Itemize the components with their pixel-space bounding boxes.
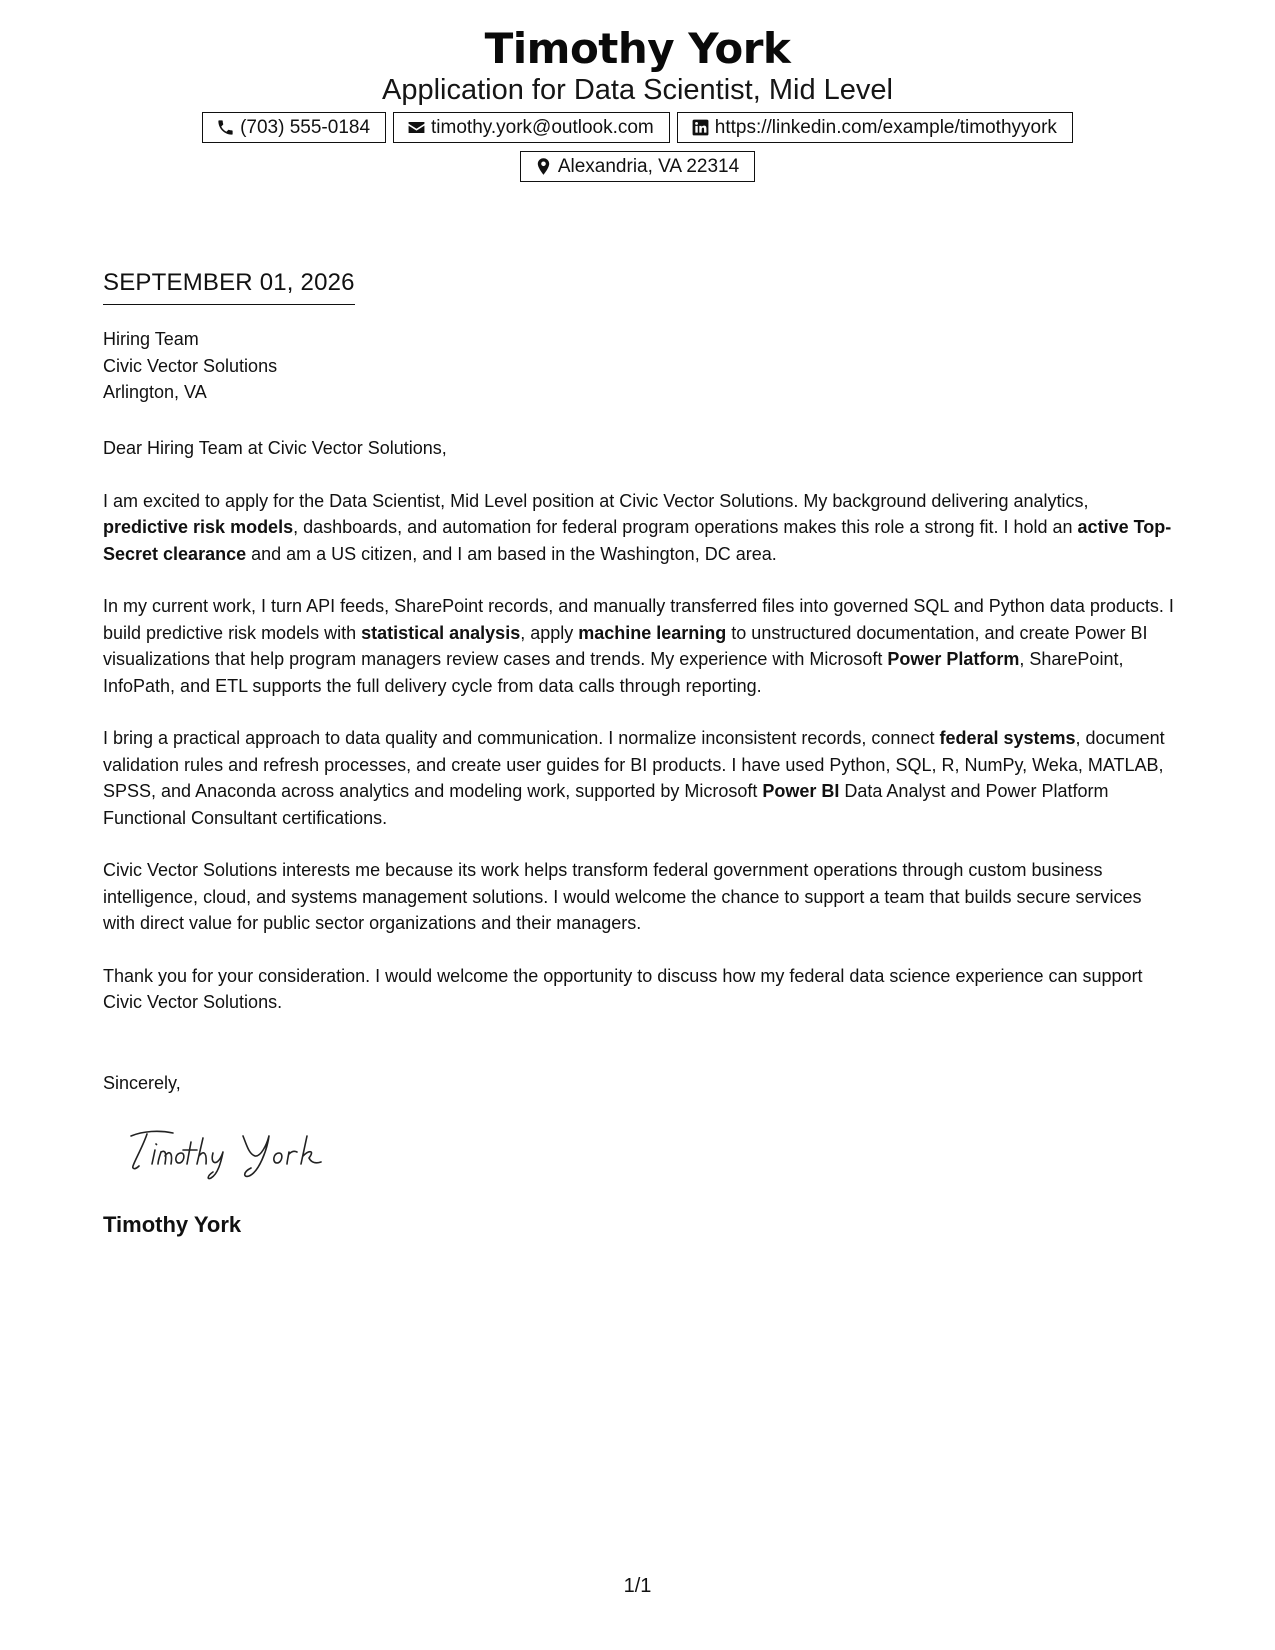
signer-name: Timothy York: [103, 1212, 242, 1237]
location-chip: [520, 151, 755, 182]
date-block: [103, 268, 355, 305]
paragraph-1: I am excited to apply for the Data Scientist, Mid Level position at Civic Vector Solutions. My background delivering analytics, predictive risk models, dashboards, and automation for federal program operations makes this role a strong fit. I hold an active Top-Secret clearance and am a US citizen, and I am based in the Washington, DC area.: [103, 490, 1172, 564]
recipient-line: Civic Vector Solutions: [103, 355, 278, 376]
applicant-name: Timothy York: [484, 24, 791, 73]
handwritten-signature: [125, 1122, 345, 1182]
salutation: Dear Hiring Team at Civic Vector Solutions,: [103, 438, 447, 458]
phone-icon: [216, 118, 235, 137]
paragraph-5: Thank you for your consideration. I would welcome the opportunity to discuss how my federal data science experience can support Civic Vector Solutions.: [103, 965, 1143, 1012]
letter-body: [103, 435, 1175, 1042]
keyword: federal systems: [939, 728, 1076, 748]
keyword: machine learning: [578, 622, 727, 643]
linkedin-url[interactable]: https://linkedin.com/example/timothyyork: [714, 117, 1057, 138]
letter-date: SEPTEMBER 01, 2026: [103, 268, 355, 305]
recipient-line: Hiring Team: [103, 329, 199, 349]
linkedin-chip[interactable]: [677, 112, 1073, 143]
letter-header: [0, 22, 1275, 182]
keyword: predictive risk models: [103, 517, 294, 537]
contact-row-1: [0, 112, 1275, 143]
paragraph-4: Civic Vector Solutions interests me because its work helps transform federal government operations through custom business intelligence, cloud, and systems management solutions. I would welcome the chance to support a team that builds secure services with direct value for public sector organizations and their managers.: [103, 860, 1142, 933]
envelope-icon: [407, 118, 426, 137]
map-marker-icon: [534, 157, 553, 176]
application-subtitle: Application for Data Scientist, Mid Level: [382, 74, 893, 106]
page-number: 1/1: [623, 1575, 652, 1597]
paragraph-3: I bring a practical approach to data quality and communication. I normalize inconsistent records, connect federal systems, document validation rules and refresh processes, and create user guides for BI products. I have used Python, SQL, R, NumPy, Weka, MATLAB, SPSS, and Anaconda across analytics and modeling work, supported by Microsoft Power BI Data Analyst and Power Platform Functional Consultant certifications.: [103, 728, 1165, 828]
keyword: active Top-Secret clearance: [103, 517, 1172, 564]
email-chip[interactable]: [393, 112, 670, 143]
email-text[interactable]: timothy.york@outlook.com: [431, 117, 654, 138]
phone-text: (703) 555-0184: [240, 117, 371, 138]
paragraph-2: In my current work, I turn API feeds, SharePoint records, and manually transferred files into governed SQL and Python data products. I build predictive risk models with statistical analysis, apply machine learning to unstructured documentation, and create Power BI visualizations that help program managers review cases and trends. My experience with Microsoft Power Platform, SharePoint, InfoPath, and ETL supports the full delivery cycle from data calls through reporting.: [103, 596, 1174, 696]
keyword: Power Platform: [887, 649, 1020, 669]
keyword: Power BI: [762, 781, 840, 801]
closing: Sincerely,: [103, 1073, 181, 1093]
phone-chip: [202, 112, 386, 143]
recipient-address: [103, 326, 277, 406]
linkedin-icon: [691, 118, 710, 137]
location-text: Alexandria, VA 22314: [557, 156, 740, 177]
contact-row-2: [0, 151, 1275, 182]
keyword: statistical analysis: [361, 622, 521, 643]
recipient-line: Arlington, VA: [103, 382, 207, 402]
